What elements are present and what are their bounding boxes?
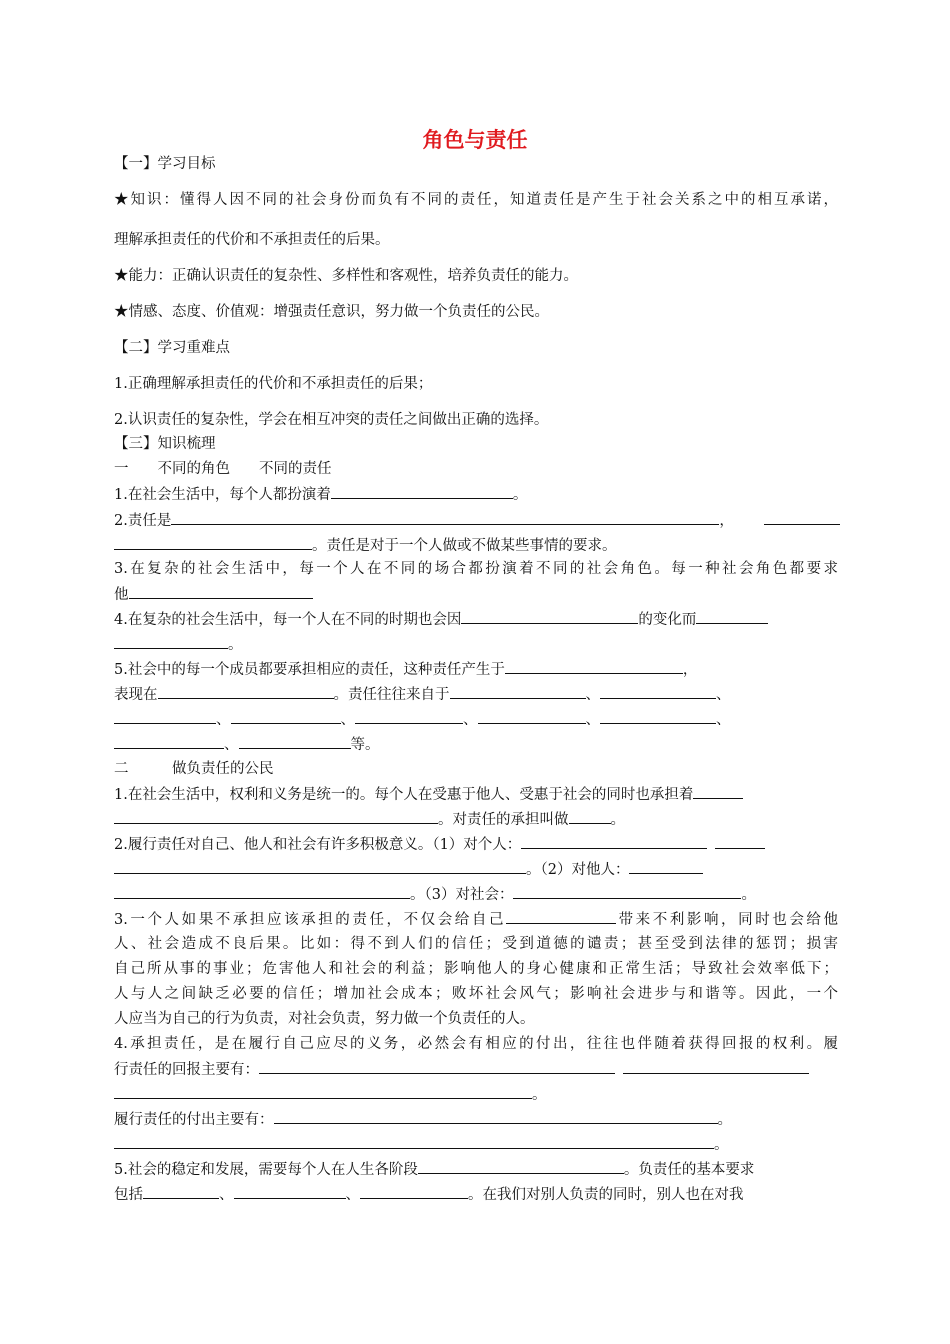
answer-blank[interactable] bbox=[114, 884, 410, 899]
part2-question-2-continued: 。（3）对社会： 。 bbox=[114, 884, 838, 905]
paragraph-line: 自己所从事的事业；危害他人和社会的利益；影响他人的身心健康和正常生活；导致社会效率低下； bbox=[114, 961, 838, 977]
answer-blank[interactable] bbox=[629, 859, 703, 874]
part2-question-5: 5.社会的稳定和发展，需要每个人在人生各阶段 。负责任的基本要求 bbox=[114, 1159, 838, 1180]
answer-blank[interactable] bbox=[114, 709, 216, 724]
part2-question-3: 3.一个人如果不承担应该承担的责任，不仅会给自己 带来不利影响，同时也会给他 bbox=[114, 909, 838, 930]
part2-question-1: 1.在社会生活中，权利和义务是统一的。每个人在受惠于他人、受惠于社会的同时也承担着 bbox=[114, 784, 838, 805]
paragraph-line: 人与人之间缺乏必要的信任；增加社会成本；败坏社会风气；影响社会进步与和谐等。因此，一个 bbox=[114, 986, 838, 1002]
question-3-continued: 他 bbox=[114, 584, 838, 605]
answer-blank[interactable] bbox=[696, 609, 768, 624]
subsection-heading: 一 不同的角色 不同的责任 bbox=[114, 461, 332, 477]
question-5-continued: 表现在 。责任往往来自于 、 、 bbox=[114, 684, 838, 705]
paragraph-line: 人、社会造成不良后果。比如：得不到人们的信任；受到道德的谴责；甚至受到法律的惩罚；损害 bbox=[114, 936, 838, 952]
answer-blank[interactable] bbox=[331, 484, 513, 499]
question-3: 3.在复杂的社会生活中，每一个人在不同的场合都扮演着不同的社会角色。每一种社会角色都要求 bbox=[114, 561, 838, 577]
paragraph-line: 1.正确理解承担责任的代价和不承担责任的后果； bbox=[114, 376, 433, 392]
part2-question-4-continued: 履行责任的付出主要有： 。 bbox=[114, 1109, 838, 1130]
question-5-continued: 、 、 、 、 、 bbox=[114, 709, 838, 730]
answer-blank[interactable] bbox=[114, 535, 312, 550]
answer-blank[interactable] bbox=[234, 1184, 346, 1199]
part2-question-1-continued: 。对责任的承担叫做 。 bbox=[114, 809, 838, 830]
answer-blank[interactable] bbox=[521, 834, 707, 849]
question-1: 1.在社会生活中，每个人都扮演着 。 bbox=[114, 484, 838, 505]
answer-blank[interactable] bbox=[450, 684, 586, 699]
part2-question-4: 4.承担责任，是在履行自己应尽的义务，必然会有相应的付出，往往也伴随着获得回报的权利。履 bbox=[114, 1036, 838, 1052]
question-2: 2.责任是 ， bbox=[114, 510, 838, 531]
answer-blank[interactable] bbox=[114, 1084, 532, 1099]
answer-blank[interactable] bbox=[171, 510, 719, 525]
answer-blank[interactable] bbox=[693, 784, 743, 799]
answer-blank[interactable] bbox=[461, 609, 638, 624]
question-2-continued: 。责任是对于一个人做或不做某些事情的要求。 bbox=[114, 535, 838, 556]
question-5: 5.社会中的每一个成员都要承担相应的责任，这种责任产生于 ， bbox=[114, 659, 838, 680]
answer-blank[interactable] bbox=[478, 709, 586, 724]
answer-blank[interactable] bbox=[600, 709, 716, 724]
answer-blank[interactable] bbox=[623, 1059, 809, 1074]
answer-blank[interactable] bbox=[231, 709, 341, 724]
answer-blank[interactable] bbox=[715, 834, 765, 849]
question-5-continued: 、 等。 bbox=[114, 734, 838, 755]
answer-blank[interactable] bbox=[513, 884, 741, 899]
paragraph-line: ★情感、态度、价值观：增强责任意识，努力做一个负责任的公民。 bbox=[114, 304, 549, 320]
paragraph-line: 理解承担责任的代价和不承担责任的后果。 bbox=[114, 232, 390, 248]
section-heading: 【二】学习重难点 bbox=[114, 340, 230, 356]
subsection-heading: 二 做负责任的公民 bbox=[114, 761, 274, 777]
answer-blank[interactable] bbox=[505, 659, 683, 674]
part2-question-4-continued: 行责任的回报主要有： bbox=[114, 1059, 838, 1080]
section-heading: 【一】学习目标 bbox=[114, 156, 216, 172]
document-title: 角色与责任 bbox=[422, 128, 528, 152]
answer-blank[interactable] bbox=[143, 1184, 219, 1199]
answer-blank[interactable] bbox=[418, 1159, 624, 1174]
answer-blank[interactable] bbox=[158, 684, 334, 699]
section-heading: 【三】知识梳理 bbox=[114, 436, 216, 452]
part2-question-5-continued: 包括 、 、 。在我们对别人负责的同时，别人也在对我 bbox=[114, 1184, 838, 1205]
answer-blank[interactable] bbox=[129, 584, 313, 599]
part2-question-2-continued: 。（2）对他人： bbox=[114, 859, 838, 880]
answer-blank[interactable] bbox=[114, 809, 438, 824]
paragraph-line: 2.认识责任的复杂性，学会在相互冲突的责任之间做出正确的选择。 bbox=[114, 412, 549, 428]
question-4-continued: 。 bbox=[114, 634, 838, 655]
answer-blank[interactable] bbox=[764, 510, 840, 525]
answer-blank[interactable] bbox=[360, 1184, 468, 1199]
question-4: 4.在复杂的社会生活中，每一个人在不同的时期也会因 的变化而 bbox=[114, 609, 838, 630]
answer-blank[interactable] bbox=[114, 1134, 714, 1149]
answer-blank[interactable] bbox=[274, 1109, 718, 1124]
paragraph-line: ★知识：懂得人因不同的社会身份而负有不同的责任，知道责任是产生于社会关系之中的相互承诺， bbox=[114, 192, 838, 208]
part2-question-4-continued: 。 bbox=[114, 1084, 838, 1105]
answer-blank[interactable] bbox=[239, 734, 351, 749]
answer-blank[interactable] bbox=[114, 859, 526, 874]
part2-question-2: 2.履行责任对自己、他人和社会有许多积极意义。（1）对个人： bbox=[114, 834, 838, 855]
answer-blank[interactable] bbox=[259, 1059, 615, 1074]
answer-blank[interactable] bbox=[114, 634, 228, 649]
answer-blank[interactable] bbox=[114, 734, 224, 749]
answer-blank[interactable] bbox=[600, 684, 716, 699]
answer-blank[interactable] bbox=[569, 809, 611, 824]
part2-question-4-continued: 。 bbox=[114, 1134, 838, 1155]
answer-blank[interactable] bbox=[506, 909, 616, 924]
answer-blank[interactable] bbox=[355, 709, 463, 724]
paragraph-line: 人应当为自己的行为负责，对社会负责，努力做一个负责任的人。 bbox=[114, 1011, 535, 1027]
paragraph-line: ★能力：正确认识责任的复杂性、多样性和客观性，培养负责任的能力。 bbox=[114, 268, 578, 284]
